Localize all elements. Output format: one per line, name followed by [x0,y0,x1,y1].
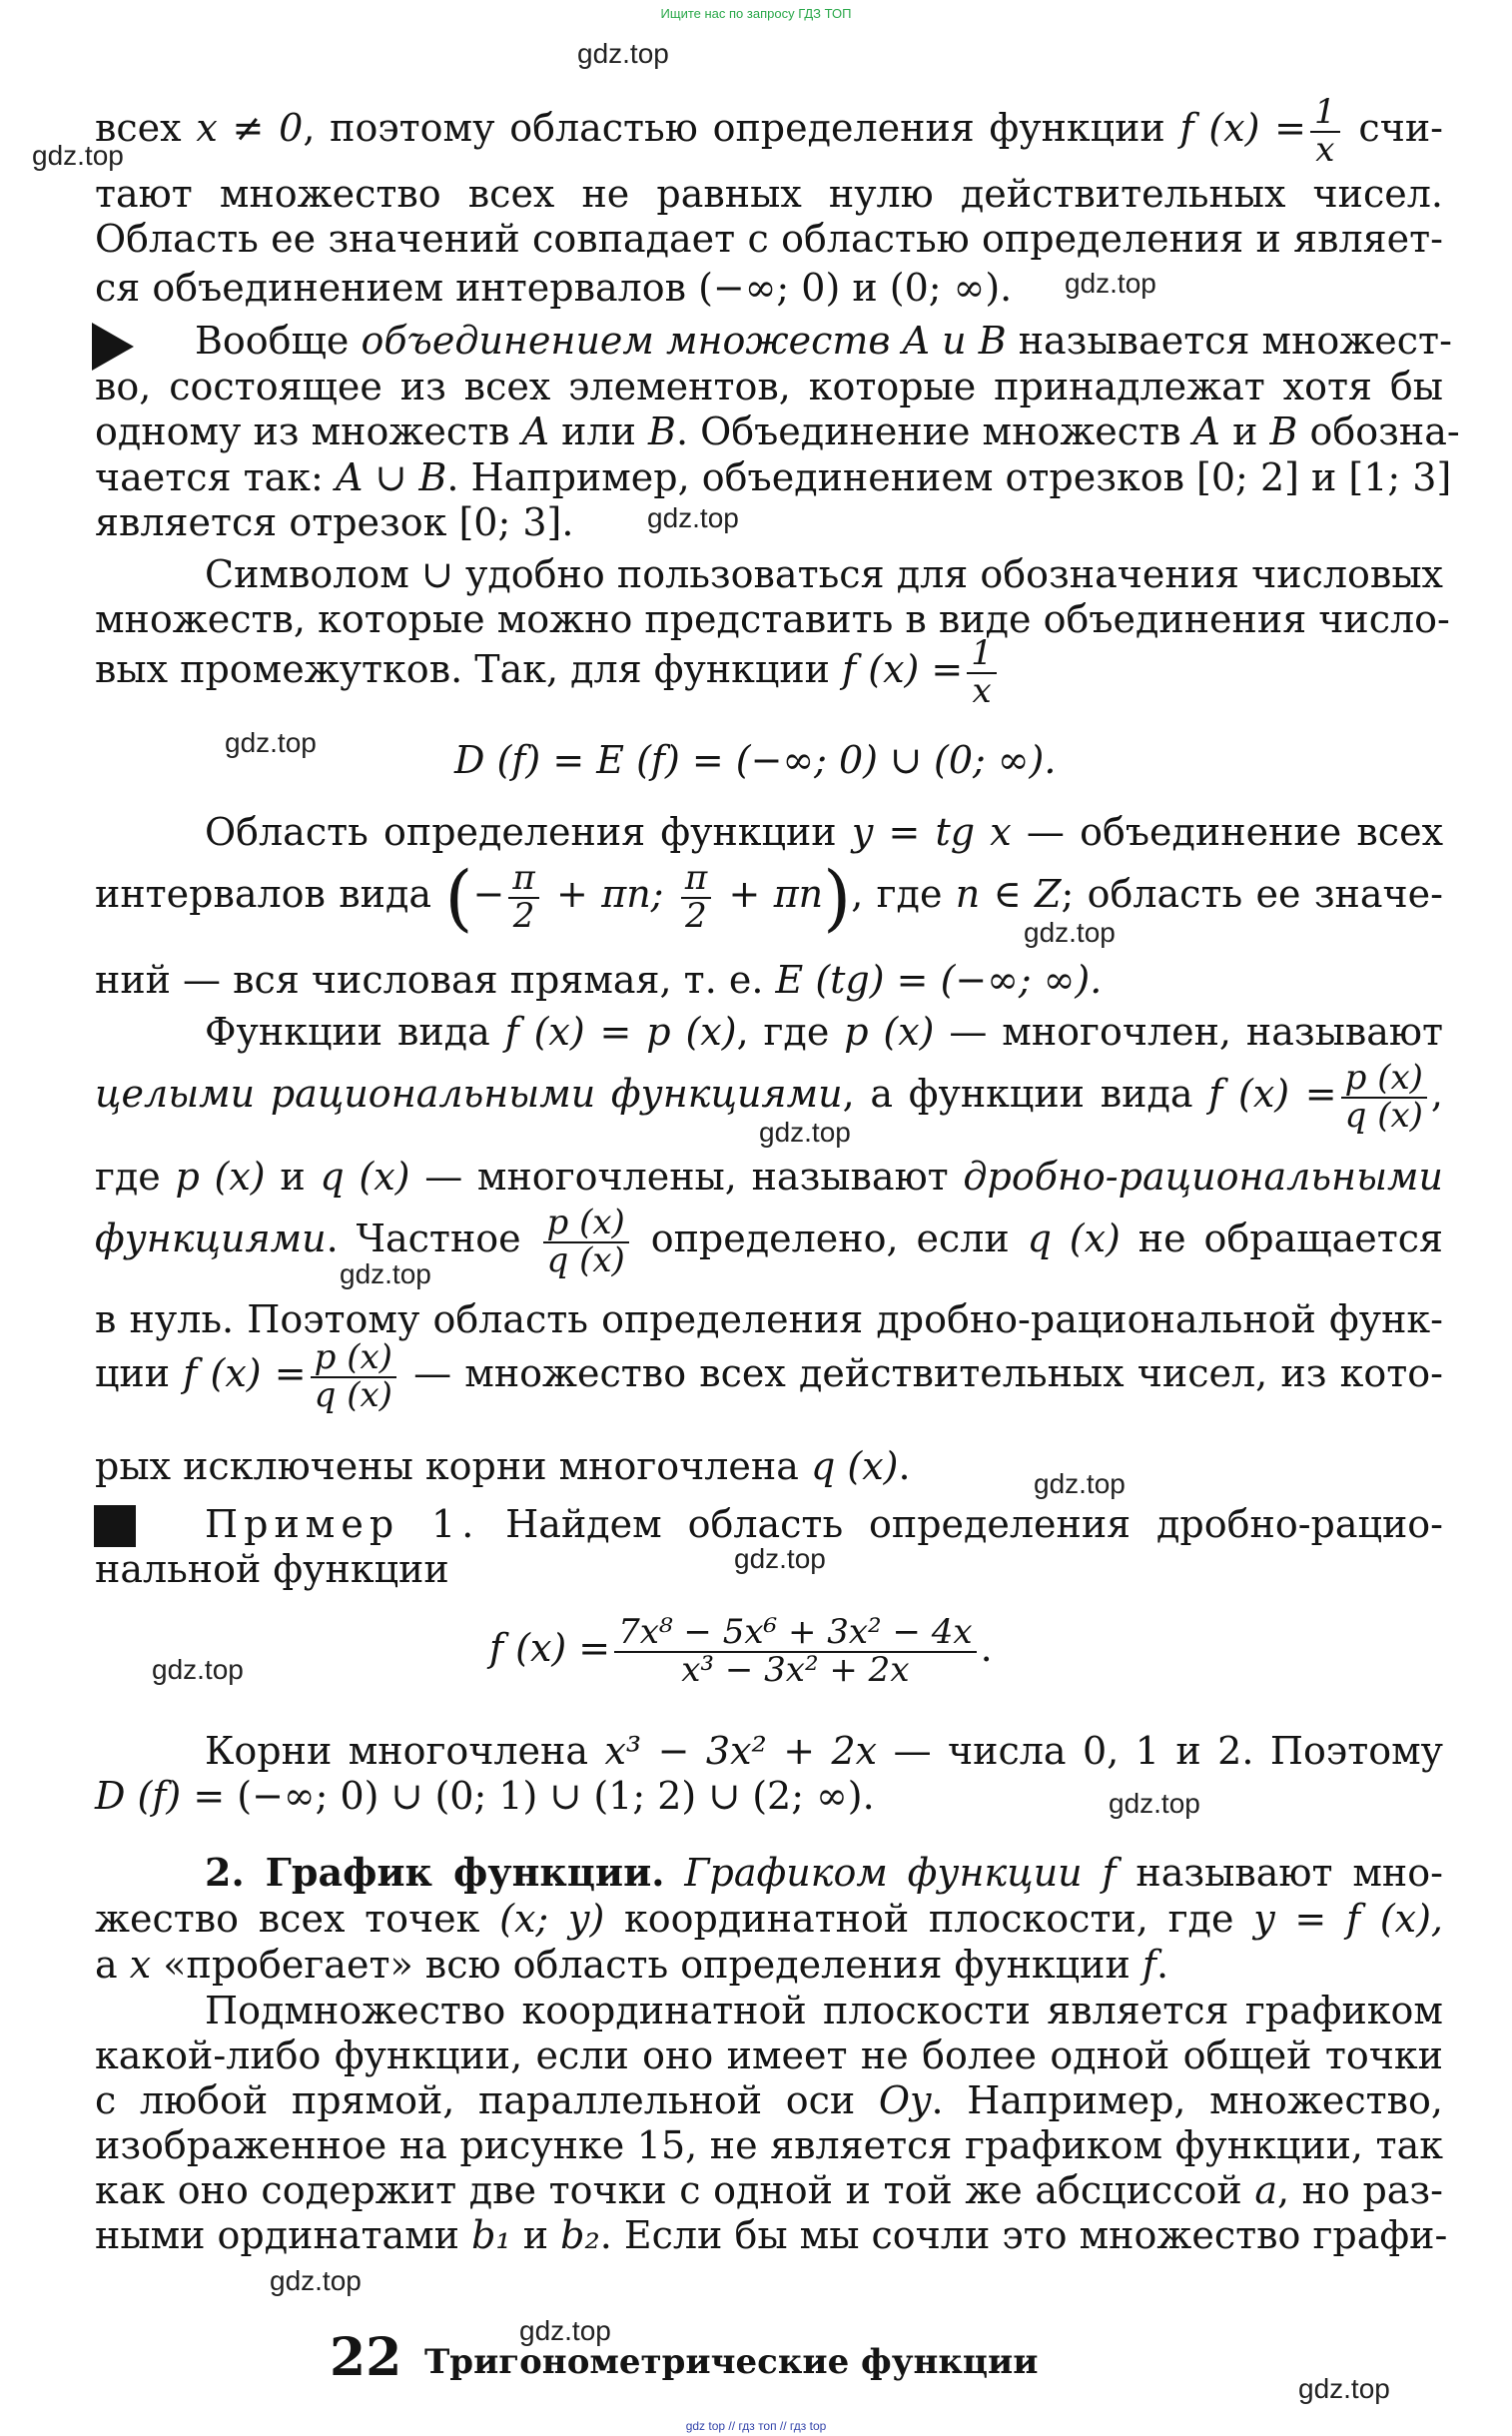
fraction: $\frac{p (x)}{q (x)}$ [1341,1061,1427,1134]
fraction: $\frac{1}{x}$ [967,636,997,709]
text-line: интервалов вида (− $\frac{\pi}{2}$ + πn; $\frac{\pi}{2}$ + πn), где n ∈ Z; область ее значе- [95,855,1443,940]
text-line: является отрезок [0; 3]. [95,500,574,544]
fraction: $\frac{1}{x}$ [1310,95,1340,168]
watermark: gdz.top [1034,1468,1126,1499]
fraction: $\frac{p (x)}{q (x)}$ [543,1206,629,1278]
watermark: gdz.top [270,2265,362,2296]
example-heading: Пример 1. Найдем область определения дробно-рацио- [205,1502,1444,1546]
text-line: ными ординатами b₁ и b₂. Если бы мы сочли это множество графи- [95,2213,1448,2257]
watermark: gdz.top [340,1258,431,1289]
text-line: ний — вся числовая прямая, т. е. E (tg) = (−∞; ∞). [95,958,1103,1002]
running-title: Тригонометрические функции [424,2342,1039,2382]
text-line: D (f) = (−∞; 0) ∪ (0; 1) ∪ (1; 2) ∪ (2; ∞). [95,1774,875,1818]
watermark: gdz.top [647,502,739,533]
formula: f (x) = $\frac{\text{7x⁸ − 5x⁶ + 3x² − 4x}}{\text{x³ − 3x² + 2x}}$ . [489,1611,993,1690]
text-line: а x «пробегает» всю область определения функции f. [95,1943,1169,1987]
text-line: жество всех точек (x; y) координатной плоскости, где y = f (x), [95,1897,1444,1941]
text-line: всех x ≠ 0, поэтому областью определения функции f (x) = $\frac{1}{x}$ счи- [95,92,1443,170]
fraction: $\frac{\pi}{2}$ [681,861,711,934]
text-line: Область ее значений совпадает с областью определения и являет- [95,217,1443,261]
text-line: в нуль. Поэтому область определения дробно-рациональной функ- [95,1297,1443,1341]
top-note: Ищите нас по запросу ГДЗ ТОП [660,6,852,21]
fraction: $\frac{\pi}{2}$ [508,861,538,934]
watermark: gdz.top [1065,268,1156,299]
watermark: gdz.top [519,2315,611,2346]
fraction: $\frac{\text{7x⁸ − 5x⁶ + 3x² − 4x}}{\text{x³ − 3x² + 2x}}$ [614,1615,976,1688]
formula: D (f) = E (f) = (−∞; 0) ∪ (0; ∞). [454,738,1057,782]
text-line: вых промежутков. Так, для функции f (x) = $\frac{1}{x}$ [95,634,1443,709]
text-line: Вообще объединением множеств A и B называется множест- [195,319,1452,363]
text-line: ции f (x) = $\frac{p (x)}{q (x)}$ — множество всех действительных чисел, из кото- [95,1336,1444,1415]
watermark: gdz.top [32,140,124,171]
text-line: во, состоящее из всех элементов, которые принадлежат хотя бы [95,365,1443,408]
text-line: множеств, которые можно представить в виде объединения число- [95,597,1450,641]
text-line: где p (x) и q (x) — многочлены, называют дробно-рациональными [95,1155,1444,1199]
watermark: gdz.top [152,1654,244,1685]
text-line: тают множество всех не равных нулю действительных чисел. [95,172,1443,216]
bottom-note: gdz top // гдз топ // гдз top [685,2419,827,2433]
text-line: одному из множеств A или B. Объединение множеств A и B обозна- [95,409,1460,453]
text-line: целыми рациональными функциями, а функции вида f (x) = $\frac{p (x)}{q (x)}$ , [95,1057,1444,1136]
text-line: функциями. Частное $\frac{p (x)}{q (x)}$ определено, если q (x) не обращается [95,1202,1443,1280]
watermark: gdz.top [577,38,669,69]
watermark: gdz.top [1298,2373,1390,2404]
text-line: нальной функции [95,1547,449,1591]
text-line: Область определения функции y = tg x — объединение всех [205,810,1443,854]
text-line: какой-либо функции, если оно имеет не более одной общей точки [95,2033,1443,2077]
watermark: gdz.top [734,1543,826,1574]
text-line: Символом ∪ удобно пользоваться для обозначения числовых [205,552,1443,596]
section-heading: 2. График функции. Графиком функции f называют мно- [205,1850,1443,1895]
fraction: $\frac{p (x)}{q (x)}$ [311,1340,396,1413]
page-number: 22 [330,2327,402,2388]
text-line: Подмножество координатной плоскости является графиком [205,1989,1443,2032]
text-line: с любой прямой, параллельной оси Oy. Например, множество, [95,2078,1444,2122]
text-line: Функции вида f (x) = p (x), где p (x) — многочлен, называют [205,1010,1443,1054]
square-marker-icon [94,1505,136,1547]
watermark: gdz.top [759,1117,851,1148]
text-line: изображенное на рисунке 15, не является графиком функции, так [95,2123,1443,2167]
watermark: gdz.top [225,727,317,758]
text-line: ся объединением интервалов (−∞; 0) и (0; ∞). [95,266,1013,310]
watermark: gdz.top [1024,917,1116,948]
text-line: как оно содержит две точки с одной и той же абсциссой a, но раз- [95,2168,1443,2212]
text-line: Корни многочлена x³ − 3x² + 2x — числа 0, 1 и 2. Поэтому [205,1729,1444,1773]
text-line: рых исключены корни многочлена q (x). [95,1444,911,1488]
text-line: чается так: A ∪ B. Например, объединением отрезков [0; 2] и [1; 3] [95,455,1452,499]
watermark: gdz.top [1109,1788,1200,1819]
